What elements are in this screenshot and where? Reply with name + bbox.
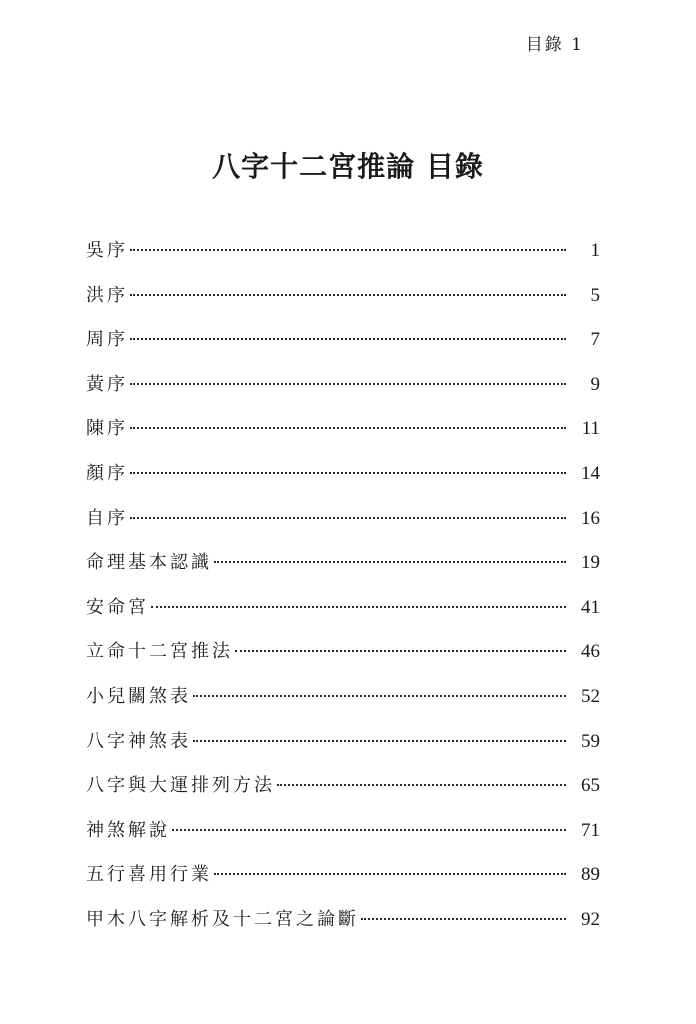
toc-entry[interactable]	[86, 504, 600, 549]
toc-entry-page: 59	[581, 730, 600, 752]
toc-entry-page: 1	[590, 240, 600, 261]
toc-entry[interactable]	[86, 816, 600, 861]
toc-entry-page: 46	[581, 641, 600, 663]
toc-entry[interactable]	[86, 236, 600, 281]
toc-entry-title: 安命宮	[86, 596, 149, 618]
dot-leader	[130, 249, 566, 251]
toc-entry-title: 顏序	[86, 462, 128, 484]
toc-entry[interactable]	[86, 860, 600, 905]
toc-entry[interactable]	[86, 771, 600, 816]
toc-entry-title: 八字神煞表	[86, 730, 191, 752]
toc-entry[interactable]	[86, 682, 600, 727]
toc-entry-page: 9	[590, 373, 600, 395]
toc-entry-page: 19	[581, 552, 600, 574]
dot-leader	[172, 829, 566, 831]
toc-entry[interactable]	[86, 548, 600, 593]
toc-entry-title: 八字與大運排列方法	[86, 775, 275, 797]
toc-entry-page: 71	[581, 819, 600, 841]
toc-entry[interactable]	[86, 281, 600, 326]
toc-entry-page: 11	[581, 418, 600, 440]
toc-entry-page: 52	[581, 685, 600, 707]
toc-entry[interactable]	[86, 593, 600, 638]
toc-entry-page: 16	[581, 507, 600, 529]
dot-leader	[130, 517, 566, 519]
toc-entry-title: 陳序	[86, 418, 128, 440]
running-header: 目錄 1	[525, 35, 584, 55]
dot-leader	[193, 695, 566, 697]
dot-leader	[214, 561, 566, 563]
dot-leader	[130, 338, 566, 340]
toc-entry-title: 吳序	[86, 240, 128, 261]
toc-entry[interactable]	[86, 370, 600, 415]
toc-entry[interactable]	[86, 727, 600, 772]
toc-entry[interactable]	[86, 905, 600, 950]
toc-entry-title: 立命十二宮推法	[86, 641, 233, 663]
toc-entry-page: 7	[590, 329, 600, 351]
toc-entry-page: 14	[581, 462, 600, 484]
dot-leader	[214, 873, 566, 875]
toc-entry-title: 小兒關煞表	[86, 685, 191, 707]
table-of-contents	[86, 236, 600, 950]
toc-entry-title: 周序	[86, 329, 128, 351]
dot-leader	[130, 294, 566, 296]
toc-entry-title: 自序	[86, 507, 128, 529]
dot-leader	[130, 427, 566, 429]
page-title: 八字十二宮推論 目錄	[212, 150, 484, 183]
toc-entry[interactable]	[86, 459, 600, 504]
toc-entry-title: 黃序	[86, 373, 128, 395]
dot-leader	[130, 383, 566, 385]
dot-leader	[277, 784, 566, 786]
toc-entry-page: 5	[590, 284, 600, 306]
toc-entry[interactable]	[86, 637, 600, 682]
toc-entry-title: 命理基本認識	[86, 552, 212, 574]
toc-entry[interactable]	[86, 414, 600, 459]
toc-entry[interactable]	[86, 325, 600, 370]
toc-entry-title: 神煞解說	[86, 819, 170, 841]
toc-entry-page: 41	[581, 596, 600, 618]
dot-leader	[151, 606, 566, 608]
toc-entry-title: 洪序	[86, 284, 128, 306]
toc-entry-page: 65	[581, 775, 600, 797]
dot-leader	[130, 472, 566, 474]
dot-leader	[361, 918, 566, 920]
dot-leader	[193, 740, 566, 742]
toc-entry-title: 五行喜用行業	[86, 864, 212, 886]
toc-entry-page: 92	[581, 908, 600, 930]
toc-entry-title: 甲木八字解析及十二宮之論斷	[86, 908, 359, 930]
dot-leader	[235, 650, 566, 652]
toc-entry-page: 89	[581, 864, 600, 886]
